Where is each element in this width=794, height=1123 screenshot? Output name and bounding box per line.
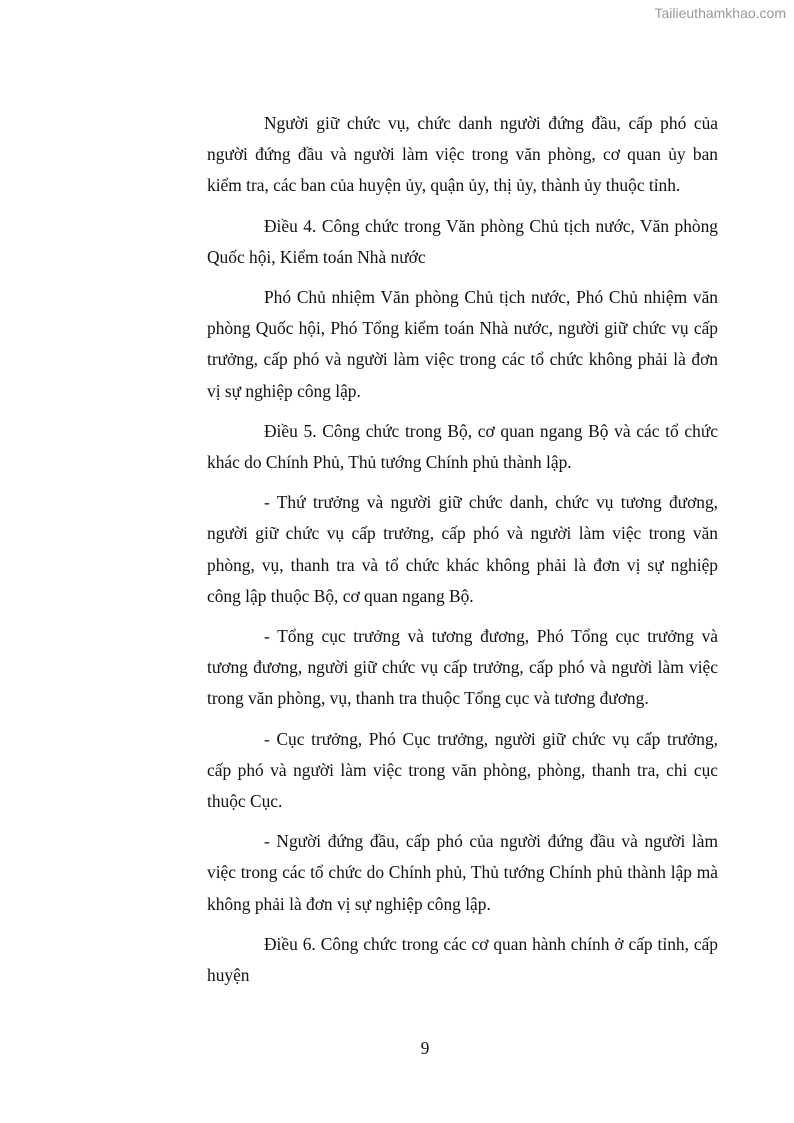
paragraph-3: Phó Chủ nhiệm Văn phòng Chủ tịch nước, Phó Chủ nhiệm văn phòng Quốc hội, Phó Tổng kiểm toán Nhà nước, người giữ chức vụ cấp trưởng, cấp phó và người làm việc trong các tổ chức không phải là đơn vị sự nghiệp công lập. — [207, 287, 718, 401]
list-item-1: - Thứ trưởng và người giữ chức danh, chức vụ tương đương, người giữ chức vụ cấp trưởng, cấp phó và người làm việc trong văn phòng, vụ, thanh tra và tổ chức khác không phải là đơn vị sự nghiệp công lập thuộc Bộ, cơ quan ngang Bộ. — [207, 492, 718, 606]
list-item-2: - Tổng cục trưởng và tương đương, Phó Tổng cục trưởng và tương đương, người giữ chức vụ cấp trưởng, cấp phó và người làm việc trong văn phòng, vụ, thanh tra thuộc Tổng cục và tương đương. — [207, 626, 718, 709]
list-item-4: - Người đứng đầu, cấp phó của người đứng đầu và người làm việc trong các tổ chức do Chính phủ, Thủ tướng Chính phủ thành lập mà không phải là đơn vị sự nghiệp công lập. — [207, 831, 718, 914]
document-body — [207, 108, 718, 1000]
heading-article-4: Điều 4. Công chức trong Văn phòng Chủ tịch nước, Văn phòng Quốc hội, Kiểm toán Nhà nước — [207, 215, 718, 267]
paragraph-1: Người giữ chức vụ, chức danh người đứng đầu, cấp phó của người đứng đầu và người làm việc trong văn phòng, cơ quan ủy ban kiểm tra, các ban của huyện ủy, quận ủy, thị ủy, thành ủy thuộc tỉnh. — [207, 113, 718, 196]
heading-article-6: Điều 6. Công chức trong các cơ quan hành chính ở cấp tỉnh, cấp huyện — [207, 933, 718, 986]
heading-article-5: Điều 5. Công chức trong Bộ, cơ quan ngang Bộ và các tổ chức khác do Chính Phủ, Thủ tướng Chính phủ thành lập. — [207, 420, 718, 473]
watermark-text: Tailieuthamkhao.com — [654, 5, 786, 21]
list-item-3: - Cục trưởng, Phó Cục trưởng, người giữ chức vụ cấp trưởng, cấp phó và người làm việc trong văn phòng, phòng, thanh tra, chi cục thuộc Cục. — [207, 728, 718, 812]
page-number: 9 — [420, 1038, 430, 1058]
